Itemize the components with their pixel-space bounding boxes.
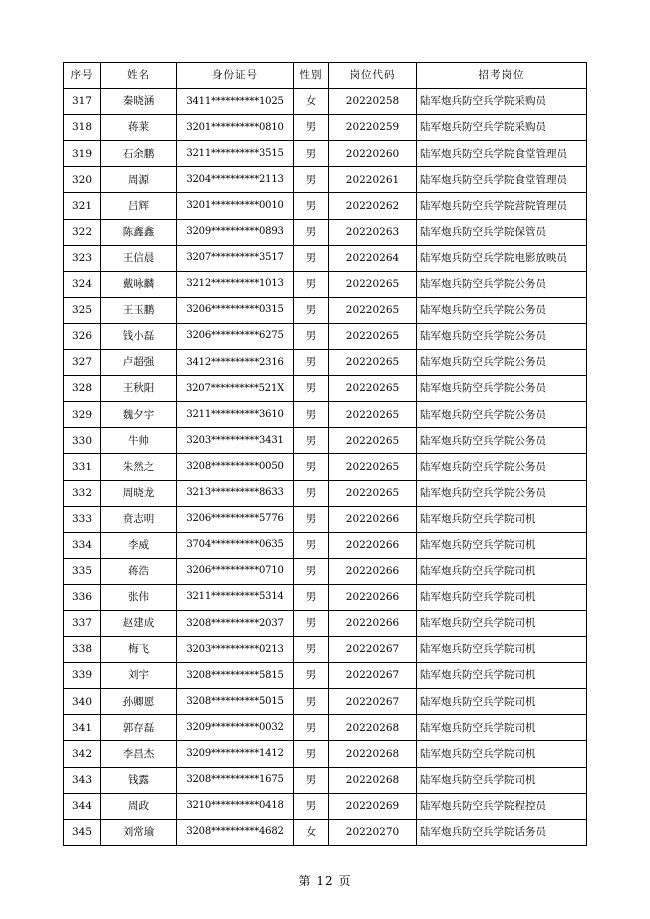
cell-serial-number: 339 [64,663,101,689]
cell-name: 卢超强 [101,350,177,376]
cell-name: 蒋浩 [101,558,177,584]
cell-id-number: 3208**********4682 [177,819,294,845]
header-id-number: 身份证号 [177,63,294,89]
cell-applied-post: 陆军炮兵防空兵学院话务员 [417,819,587,845]
cell-name: 朱然之 [101,454,177,480]
cell-name: 刘宇 [101,663,177,689]
cell-id-number: 3208**********5815 [177,663,294,689]
cell-post-code: 20220266 [329,584,417,610]
cell-sex: 男 [294,637,329,663]
cell-name: 梅飞 [101,637,177,663]
cell-sex: 男 [294,532,329,558]
cell-applied-post: 陆军炮兵防空兵学院公务员 [417,480,587,506]
cell-serial-number: 345 [64,819,101,845]
cell-sex: 男 [294,506,329,532]
cell-serial-number: 328 [64,376,101,402]
cell-id-number: 3208**********2037 [177,610,294,636]
cell-post-code: 20220265 [329,454,417,480]
table-row [64,767,587,793]
cell-name: 秦晓涵 [101,89,177,115]
cell-name: 周政 [101,793,177,819]
cell-sex: 男 [294,480,329,506]
cell-post-code: 20220268 [329,741,417,767]
cell-name: 刘常瑜 [101,819,177,845]
table-row [64,193,587,219]
cell-applied-post: 陆军炮兵防空兵学院食堂管理员 [417,167,587,193]
cell-applied-post: 陆军炮兵防空兵学院司机 [417,506,587,532]
cell-applied-post: 陆军炮兵防空兵学院公务员 [417,350,587,376]
table-row [64,402,587,428]
cell-applied-post: 陆军炮兵防空兵学院司机 [417,663,587,689]
cell-serial-number: 341 [64,715,101,741]
cell-name: 赵建成 [101,610,177,636]
cell-post-code: 20220268 [329,715,417,741]
cell-post-code: 20220266 [329,610,417,636]
cell-applied-post: 陆军炮兵防空兵学院保管员 [417,219,587,245]
table-row [64,428,587,454]
cell-name: 戴咏麟 [101,271,177,297]
cell-id-number: 3206**********0315 [177,297,294,323]
cell-id-number: 3208**********1675 [177,767,294,793]
cell-name: 钱小磊 [101,323,177,349]
cell-serial-number: 319 [64,141,101,167]
cell-applied-post: 陆军炮兵防空兵学院司机 [417,532,587,558]
cell-post-code: 20220265 [329,323,417,349]
header-serial-number: 序号 [64,63,101,89]
cell-applied-post: 陆军炮兵防空兵学院公务员 [417,402,587,428]
table-row [64,323,587,349]
cell-applied-post: 陆军炮兵防空兵学院公务员 [417,297,587,323]
header-applied-post: 招考岗位 [417,63,587,89]
cell-id-number: 3201**********0010 [177,193,294,219]
cell-post-code: 20220265 [329,480,417,506]
cell-name: 李昌杰 [101,741,177,767]
cell-id-number: 3204**********2113 [177,167,294,193]
cell-name: 郭存磊 [101,715,177,741]
cell-sex: 男 [294,767,329,793]
cell-post-code: 20220265 [329,402,417,428]
cell-id-number: 3213**********8633 [177,480,294,506]
table-row [64,219,587,245]
cell-serial-number: 318 [64,115,101,141]
table-row [64,584,587,610]
cell-sex: 男 [294,193,329,219]
cell-serial-number: 323 [64,245,101,271]
cell-id-number: 3211**********5314 [177,584,294,610]
table-row [64,141,587,167]
cell-id-number: 3201**********0810 [177,115,294,141]
cell-post-code: 20220265 [329,428,417,454]
cell-post-code: 20220266 [329,558,417,584]
cell-sex: 男 [294,350,329,376]
cell-id-number: 3203**********0213 [177,637,294,663]
cell-name: 蒋莱 [101,115,177,141]
cell-id-number: 3412**********2316 [177,350,294,376]
cell-post-code: 20220268 [329,767,417,793]
table-row [64,297,587,323]
cell-applied-post: 陆军炮兵防空兵学院采购员 [417,115,587,141]
table-row [64,715,587,741]
cell-serial-number: 325 [64,297,101,323]
cell-serial-number: 321 [64,193,101,219]
table-row [64,689,587,715]
cell-post-code: 20220265 [329,350,417,376]
cell-post-code: 20220265 [329,297,417,323]
cell-name: 王玉鹏 [101,297,177,323]
cell-id-number: 3206**********0710 [177,558,294,584]
page-number: 第 12 页 [298,874,352,888]
cell-name: 吕辉 [101,193,177,219]
cell-name: 钱露 [101,767,177,793]
table-header-row [64,63,587,89]
cell-serial-number: 322 [64,219,101,245]
cell-serial-number: 340 [64,689,101,715]
cell-name: 石余鹏 [101,141,177,167]
header-post-code: 岗位代码 [329,63,417,89]
cell-applied-post: 陆军炮兵防空兵学院营院管理员 [417,193,587,219]
cell-id-number: 3206**********5776 [177,506,294,532]
cell-id-number: 3208**********0050 [177,454,294,480]
cell-applied-post: 陆军炮兵防空兵学院公务员 [417,376,587,402]
cell-id-number: 3208**********5015 [177,689,294,715]
cell-id-number: 3207**********521X [177,376,294,402]
cell-serial-number: 333 [64,506,101,532]
cell-post-code: 20220267 [329,689,417,715]
cell-serial-number: 337 [64,610,101,636]
cell-applied-post: 陆军炮兵防空兵学院司机 [417,715,587,741]
cell-post-code: 20220270 [329,819,417,845]
table-row [64,663,587,689]
table-row [64,793,587,819]
table-row [64,819,587,845]
cell-post-code: 20220267 [329,663,417,689]
cell-name: 王信晨 [101,245,177,271]
cell-post-code: 20220265 [329,271,417,297]
table-row [64,637,587,663]
candidate-table [63,62,587,846]
cell-serial-number: 320 [64,167,101,193]
cell-serial-number: 344 [64,793,101,819]
cell-post-code: 20220265 [329,376,417,402]
table-row [64,245,587,271]
cell-applied-post: 陆军炮兵防空兵学院公务员 [417,454,587,480]
cell-serial-number: 317 [64,89,101,115]
table-row [64,506,587,532]
cell-sex: 女 [294,819,329,845]
table-row [64,271,587,297]
cell-sex: 男 [294,245,329,271]
cell-name: 陈鑫鑫 [101,219,177,245]
cell-serial-number: 330 [64,428,101,454]
cell-sex: 男 [294,297,329,323]
table-row [64,532,587,558]
cell-name: 李威 [101,532,177,558]
cell-sex: 男 [294,323,329,349]
cell-applied-post: 陆军炮兵防空兵学院司机 [417,558,587,584]
cell-post-code: 20220258 [329,89,417,115]
cell-id-number: 3211**********3610 [177,402,294,428]
cell-id-number: 3211**********3515 [177,141,294,167]
cell-serial-number: 331 [64,454,101,480]
cell-serial-number: 343 [64,767,101,793]
cell-serial-number: 338 [64,637,101,663]
cell-applied-post: 陆军炮兵防空兵学院司机 [417,610,587,636]
cell-id-number: 3203**********3431 [177,428,294,454]
cell-serial-number: 324 [64,271,101,297]
cell-id-number: 3206**********6275 [177,323,294,349]
cell-applied-post: 陆军炮兵防空兵学院公务员 [417,323,587,349]
cell-applied-post: 陆军炮兵防空兵学院公务员 [417,428,587,454]
cell-serial-number: 332 [64,480,101,506]
cell-name: 牛帅 [101,428,177,454]
cell-post-code: 20220262 [329,193,417,219]
cell-post-code: 20220266 [329,506,417,532]
cell-sex: 男 [294,663,329,689]
cell-serial-number: 334 [64,532,101,558]
header-name: 姓名 [101,63,177,89]
cell-serial-number: 342 [64,741,101,767]
cell-name: 魏夕宇 [101,402,177,428]
cell-sex: 男 [294,741,329,767]
cell-name: 周晓龙 [101,480,177,506]
cell-name: 孙卿愿 [101,689,177,715]
cell-sex: 男 [294,558,329,584]
cell-serial-number: 329 [64,402,101,428]
cell-sex: 女 [294,89,329,115]
header-sex: 性别 [294,63,329,89]
cell-applied-post: 陆军炮兵防空兵学院程控员 [417,793,587,819]
table-row [64,480,587,506]
cell-post-code: 20220263 [329,219,417,245]
cell-applied-post: 陆军炮兵防空兵学院司机 [417,584,587,610]
cell-applied-post: 陆军炮兵防空兵学院公务员 [417,271,587,297]
cell-id-number: 3209**********0893 [177,219,294,245]
cell-id-number: 3209**********0032 [177,715,294,741]
cell-applied-post: 陆军炮兵防空兵学院司机 [417,637,587,663]
cell-sex: 男 [294,793,329,819]
table-body [64,89,587,846]
cell-id-number: 3207**********3517 [177,245,294,271]
cell-id-number: 3212**********1013 [177,271,294,297]
cell-serial-number: 326 [64,323,101,349]
cell-post-code: 20220259 [329,115,417,141]
cell-name: 张伟 [101,584,177,610]
cell-sex: 男 [294,141,329,167]
table-row [64,741,587,767]
cell-sex: 男 [294,715,329,741]
cell-serial-number: 335 [64,558,101,584]
cell-name: 王秋阳 [101,376,177,402]
cell-id-number: 3704**********0635 [177,532,294,558]
cell-serial-number: 336 [64,584,101,610]
cell-serial-number: 327 [64,350,101,376]
table-row [64,89,587,115]
cell-sex: 男 [294,219,329,245]
cell-applied-post: 陆军炮兵防空兵学院食堂管理员 [417,141,587,167]
table-row [64,350,587,376]
table-row [64,167,587,193]
cell-sex: 男 [294,610,329,636]
cell-id-number: 3209**********1412 [177,741,294,767]
cell-post-code: 20220267 [329,637,417,663]
table-row [64,376,587,402]
cell-post-code: 20220260 [329,141,417,167]
cell-post-code: 20220266 [329,532,417,558]
cell-name: 贲志明 [101,506,177,532]
cell-sex: 男 [294,402,329,428]
cell-sex: 男 [294,115,329,141]
cell-applied-post: 陆军炮兵防空兵学院采购员 [417,89,587,115]
table-row [64,115,587,141]
cell-sex: 男 [294,271,329,297]
cell-post-code: 20220269 [329,793,417,819]
cell-applied-post: 陆军炮兵防空兵学院司机 [417,741,587,767]
cell-sex: 男 [294,428,329,454]
table-row [64,610,587,636]
cell-sex: 男 [294,584,329,610]
cell-applied-post: 陆军炮兵防空兵学院司机 [417,689,587,715]
cell-sex: 男 [294,376,329,402]
cell-sex: 男 [294,689,329,715]
cell-name: 周源 [101,167,177,193]
cell-sex: 男 [294,454,329,480]
cell-post-code: 20220261 [329,167,417,193]
cell-post-code: 20220264 [329,245,417,271]
table-row [64,454,587,480]
cell-id-number: 3411**********1025 [177,89,294,115]
cell-applied-post: 陆军炮兵防空兵学院司机 [417,767,587,793]
cell-applied-post: 陆军炮兵防空兵学院电影放映员 [417,245,587,271]
cell-sex: 男 [294,167,329,193]
cell-id-number: 3210**********0418 [177,793,294,819]
table-row [64,558,587,584]
